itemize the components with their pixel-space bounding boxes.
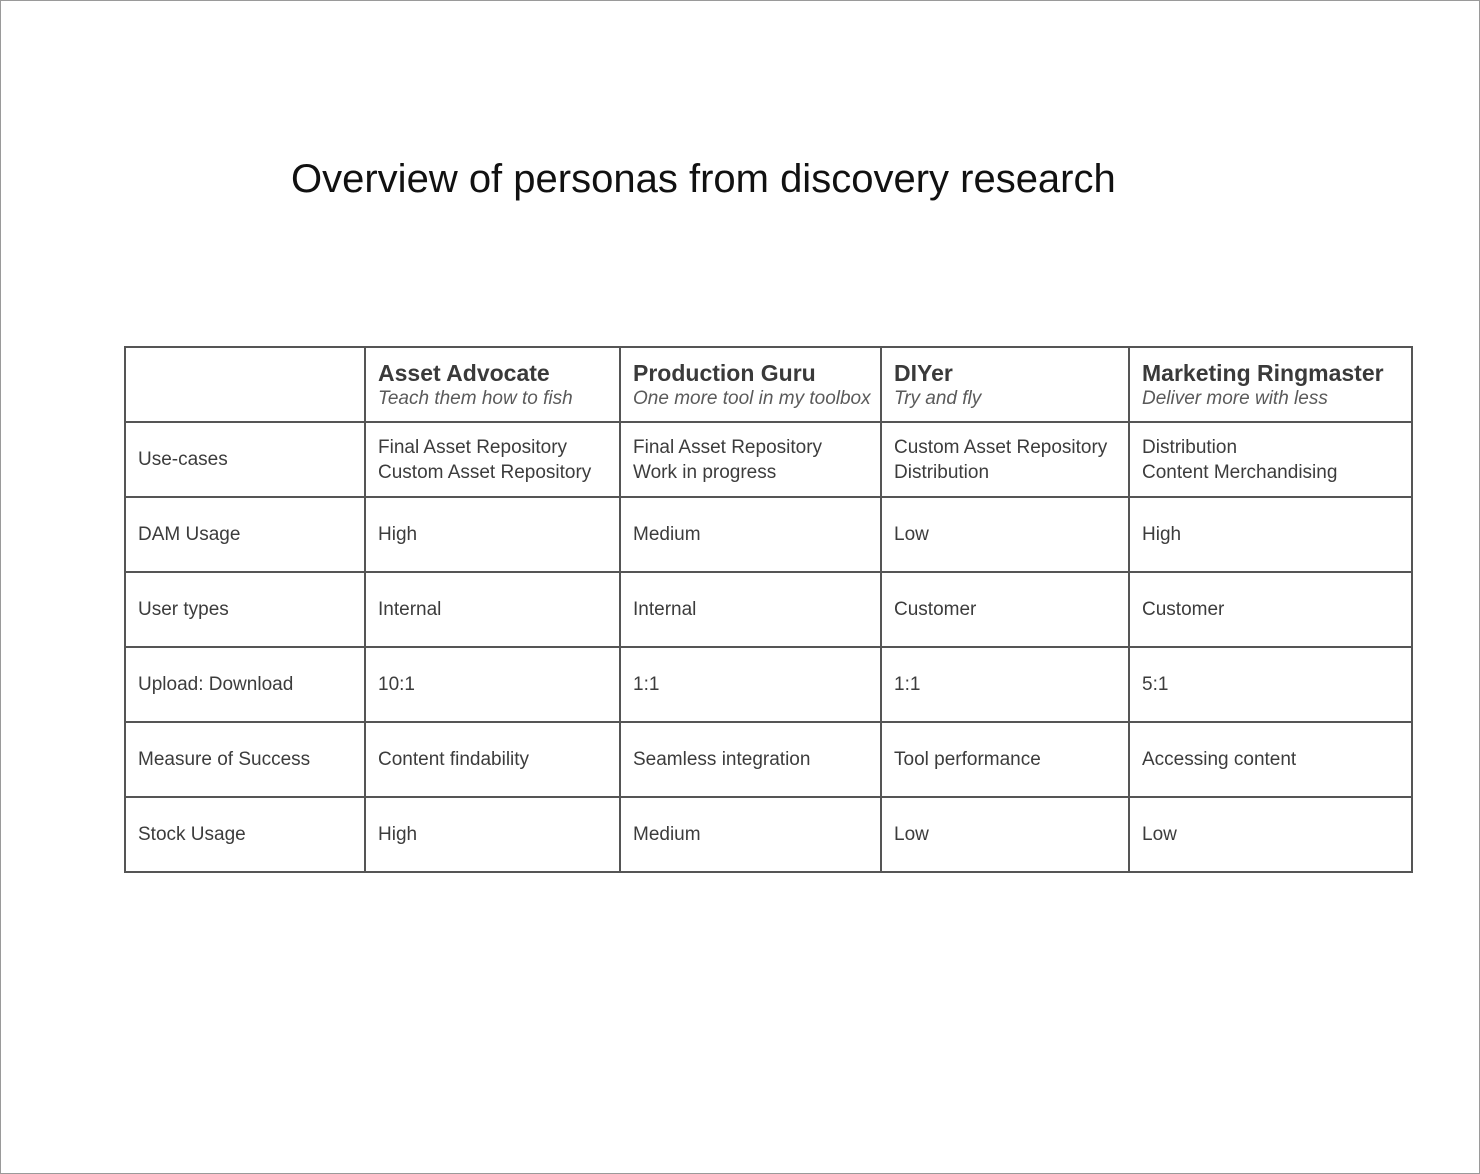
table-cell: Seamless integration <box>620 722 881 797</box>
table-cell: Customer <box>881 572 1129 647</box>
persona-header-diyer <box>881 347 1129 422</box>
table-cell <box>365 422 620 497</box>
table-cell: 5:1 <box>1129 647 1412 722</box>
persona-name: Asset Advocate <box>378 359 550 386</box>
persona-name: Marketing Ringmaster <box>1142 359 1384 386</box>
cell-line: Custom Asset Repository <box>378 461 592 483</box>
row-label: Stock Usage <box>125 797 365 872</box>
row-label: DAM Usage <box>125 497 365 572</box>
cell-line: Distribution <box>1142 436 1238 458</box>
table-row-measure-of-success <box>125 722 1412 797</box>
header-row <box>125 347 1412 422</box>
table-cell: Medium <box>620 797 881 872</box>
table-cell: Internal <box>620 572 881 647</box>
table-cell: High <box>365 497 620 572</box>
persona-name: Production Guru <box>633 359 816 386</box>
cell-line: Final Asset Repository <box>633 436 823 458</box>
table-row-dam-usage <box>125 497 1412 572</box>
table-cell: Low <box>1129 797 1412 872</box>
table-cell: 1:1 <box>620 647 881 722</box>
table-cell: Tool performance <box>881 722 1129 797</box>
table-cell: Low <box>881 797 1129 872</box>
cell-line: Work in progress <box>633 461 777 483</box>
cell-line: Distribution <box>894 461 990 483</box>
cell-line: Content Merchandising <box>1142 461 1338 483</box>
cell-line: Final Asset Repository <box>378 436 568 458</box>
table-cell: Low <box>881 497 1129 572</box>
table-cell: 1:1 <box>881 647 1129 722</box>
slide-title: Overview of personas from discovery research <box>291 157 1116 201</box>
row-label: Upload: Download <box>125 647 365 722</box>
table-cell <box>620 422 881 497</box>
table-cell: Customer <box>1129 572 1412 647</box>
persona-header-asset-advocate <box>365 347 620 422</box>
table-cell <box>881 422 1129 497</box>
row-label: User types <box>125 572 365 647</box>
persona-name: DIYer <box>894 359 953 386</box>
personas-table <box>124 346 1413 873</box>
table-row-upload-download <box>125 647 1412 722</box>
cell-line: Custom Asset Repository <box>894 436 1108 458</box>
persona-tagline: Teach them how to fish <box>378 387 573 409</box>
table-cell: High <box>1129 497 1412 572</box>
table-row-stock-usage <box>125 797 1412 872</box>
persona-tagline: Try and fly <box>894 387 982 409</box>
table-cell: Medium <box>620 497 881 572</box>
table-cell: 10:1 <box>365 647 620 722</box>
persona-header-marketing-ringmaster <box>1129 347 1412 422</box>
persona-tagline: Deliver more with less <box>1142 387 1328 409</box>
table-cell: Internal <box>365 572 620 647</box>
row-label: Use-cases <box>125 422 365 497</box>
table-cell: Accessing content <box>1129 722 1412 797</box>
row-label: Measure of Success <box>125 722 365 797</box>
persona-tagline: One more tool in my toolbox <box>633 387 871 409</box>
persona-header-production-guru <box>620 347 881 422</box>
table-cell: Content findability <box>365 722 620 797</box>
table-cell: High <box>365 797 620 872</box>
table-cell <box>1129 422 1412 497</box>
header-corner-cell <box>125 347 365 422</box>
table-row-user-types <box>125 572 1412 647</box>
table-row-use-cases <box>125 422 1412 497</box>
